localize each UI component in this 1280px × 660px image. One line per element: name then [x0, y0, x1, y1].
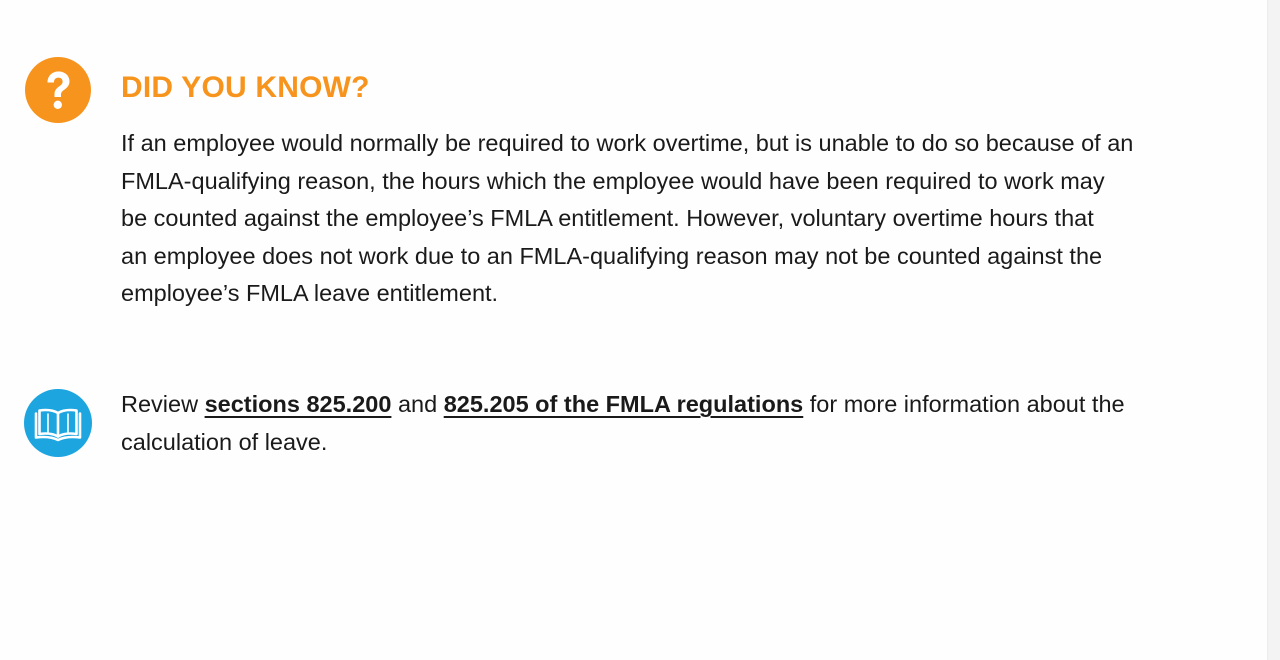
scrollbar-track[interactable] [1267, 0, 1280, 660]
review-line-2: calculation of leave. [121, 428, 328, 455]
sections-825-200-link[interactable]: sections 825.200 [204, 391, 392, 417]
review-suffix: for more information about the [803, 391, 1125, 417]
question-icon [25, 57, 91, 123]
callout-heading: DID YOU KNOW? [121, 71, 370, 104]
review-middle: and [391, 391, 444, 417]
review-paragraph [121, 386, 1266, 461]
review-prefix: Review [121, 391, 205, 417]
review-line-1 [121, 386, 1266, 424]
fmla-regulations-link[interactable]: 825.205 of the FMLA regulations [443, 391, 804, 417]
paragraph-line: If an employee would normally be required to work overtime, but is unable to do so because of an [121, 130, 1134, 156]
callout-paragraph [121, 125, 1266, 313]
paragraph-line: an employee does not work due to an FMLA-qualifying reason may not be counted against the [121, 242, 1103, 269]
book-icon [24, 389, 92, 457]
paragraph-line: FMLA-qualifying reason, the hours which the employee would have been required to work may [121, 167, 1105, 194]
paragraph-line: be counted against the employee’s FMLA entitlement. However, voluntary overtime hours that [121, 205, 1094, 232]
paragraph-line: employee’s FMLA leave entitlement. [121, 280, 499, 307]
